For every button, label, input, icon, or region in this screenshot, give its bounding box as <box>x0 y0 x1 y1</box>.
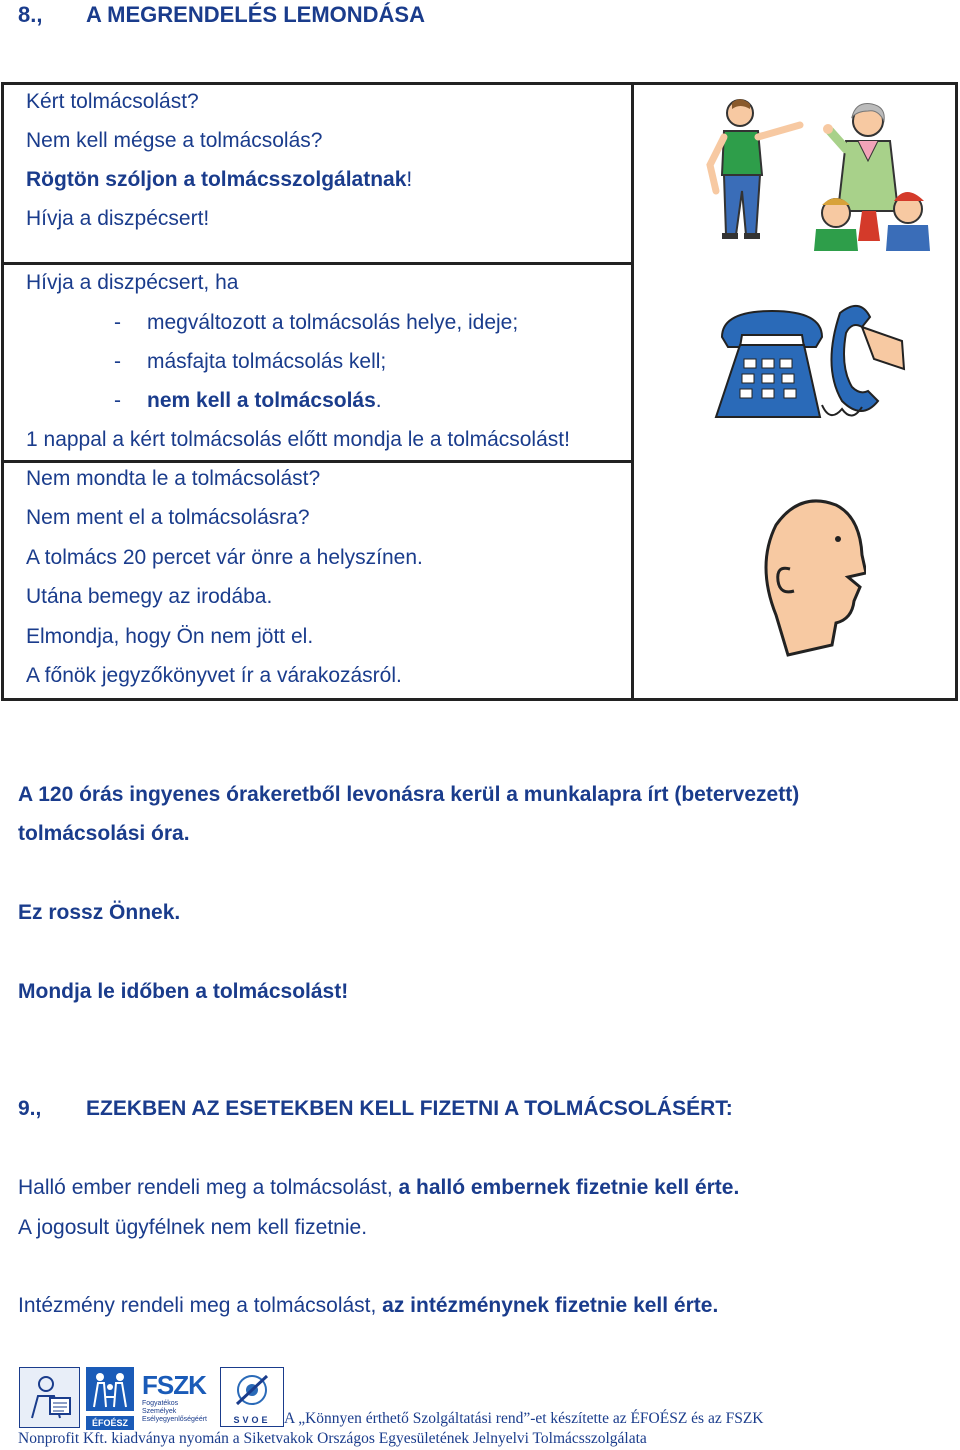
section-number: 8., <box>18 2 43 27</box>
row3-line: Utána bemegy az irodába. <box>26 585 273 608</box>
eligible-client-line: A jogosult ügyfélnek nem kell fizetnie. <box>18 1216 368 1239</box>
row2-text-cell <box>3 264 633 462</box>
hearing-person-bold: a halló embernek fizetnie kell érte. <box>398 1176 740 1199</box>
bad-for-you-line: Ez rossz Önnek. <box>18 901 181 924</box>
hearing-person-normal: Halló ember rendeli meg a tolmácsolást, <box>18 1176 399 1199</box>
section-9-heading <box>18 1097 733 1121</box>
row3-line: Nem ment el a tolmácsolásra? <box>26 506 310 529</box>
row3-line: A főnök jegyzőkönyvet ír a várakozásról. <box>26 664 402 687</box>
row1-line1: Kért tolmácsolást? <box>26 90 199 113</box>
hearing-person-line <box>18 1176 739 1200</box>
pictogram-cell <box>633 84 957 700</box>
efoesz-family-icon <box>86 1367 134 1411</box>
row1-line4: Hívja a diszpécsert! <box>26 207 210 230</box>
easy-read-logo <box>19 1367 80 1428</box>
row2-intro: Hívja a diszpécsert, ha <box>26 271 239 294</box>
section-number: 9., <box>18 1097 42 1120</box>
fszk-subtitle: Fogyatékos Személyek Esélyegyenlőségéért <box>142 1400 207 1423</box>
row1-line3-bold: Rögtön szóljon a tolmácsszolgálatnak <box>26 168 407 191</box>
footer-credit-line-1: A „Könnyen érthető Szolgáltatási rend”-et készítette az ÉFOÉSZ és az FSZK <box>284 1410 764 1427</box>
row3-line: Elmondja, hogy Ön nem jött el. <box>26 625 314 648</box>
row3-line: A tolmács 20 percet vár önre a helyszínen. <box>26 546 423 569</box>
ear-eye-icon <box>221 1368 283 1410</box>
svoe-logo <box>220 1367 284 1427</box>
footer-credit-line-2: Nonprofit Kft. kiadványa nyomán a Siketvakok Országos Egyesületének Jelnyelvi Tolmácsszolgálata <box>18 1430 647 1447</box>
bullet-text-end: . <box>375 389 382 412</box>
section-title: A MEGRENDELÉS LEMONDÁSA <box>86 2 425 27</box>
bullet-dash: - <box>114 389 121 412</box>
quota-line-2: tolmácsolási óra. <box>18 822 190 845</box>
efoesz-logo <box>86 1367 134 1428</box>
row3-text-cell <box>3 462 633 700</box>
people-group-icon <box>806 101 931 251</box>
institution-line <box>18 1294 718 1318</box>
fszk-label: FSZK <box>142 1370 206 1400</box>
row1-line3 <box>26 168 412 192</box>
reading-person-icon <box>20 1368 79 1427</box>
bullet-text-bold: nem kell a tolmácsolás <box>147 389 376 412</box>
cancellation-table <box>1 82 958 701</box>
row2-note: 1 nappal a kért tolmácsolás előtt mondja le a tolmácsolást! <box>26 428 570 451</box>
row1-line3-end: ! <box>406 168 413 191</box>
bullet-text <box>147 389 382 413</box>
institution-bold: az intézménynek fizetnie kell érte. <box>382 1294 719 1317</box>
row1-line2: Nem kell mégse a tolmácsolás? <box>26 129 323 152</box>
bullet-text: megváltozott a tolmácsolás helye, ideje; <box>147 311 519 334</box>
efoesz-label: ÉFOÉSZ <box>86 1416 134 1430</box>
fszk-logo <box>142 1370 208 1426</box>
bullet-dash: - <box>114 311 121 334</box>
bullet-dash: - <box>114 350 121 373</box>
section-title: EZEKBEN AZ ESETEKBEN KELL FIZETNI A TOLMÁCSOLÁSÉRT: <box>86 1097 733 1120</box>
svoe-label: SVOE <box>233 1415 271 1425</box>
speaking-head-icon <box>756 495 866 660</box>
person-pointing-icon <box>702 95 807 245</box>
quota-line-1: A 120 órás ingyenes órakeretből levonásra kerül a munkalapra írt (betervezett) <box>18 783 800 806</box>
institution-normal: Intézmény rendeli meg a tolmácsolást, <box>18 1294 383 1317</box>
cancel-in-time-line: Mondja le időben a tolmácsolást! <box>18 980 349 1003</box>
row3-line: Nem mondta le a tolmácsolást? <box>26 467 321 490</box>
telephone-icon <box>712 297 907 427</box>
row1-text-cell <box>3 84 633 264</box>
section-8-heading <box>18 2 425 28</box>
bullet-text: másfajta tolmácsolás kell; <box>147 350 387 373</box>
